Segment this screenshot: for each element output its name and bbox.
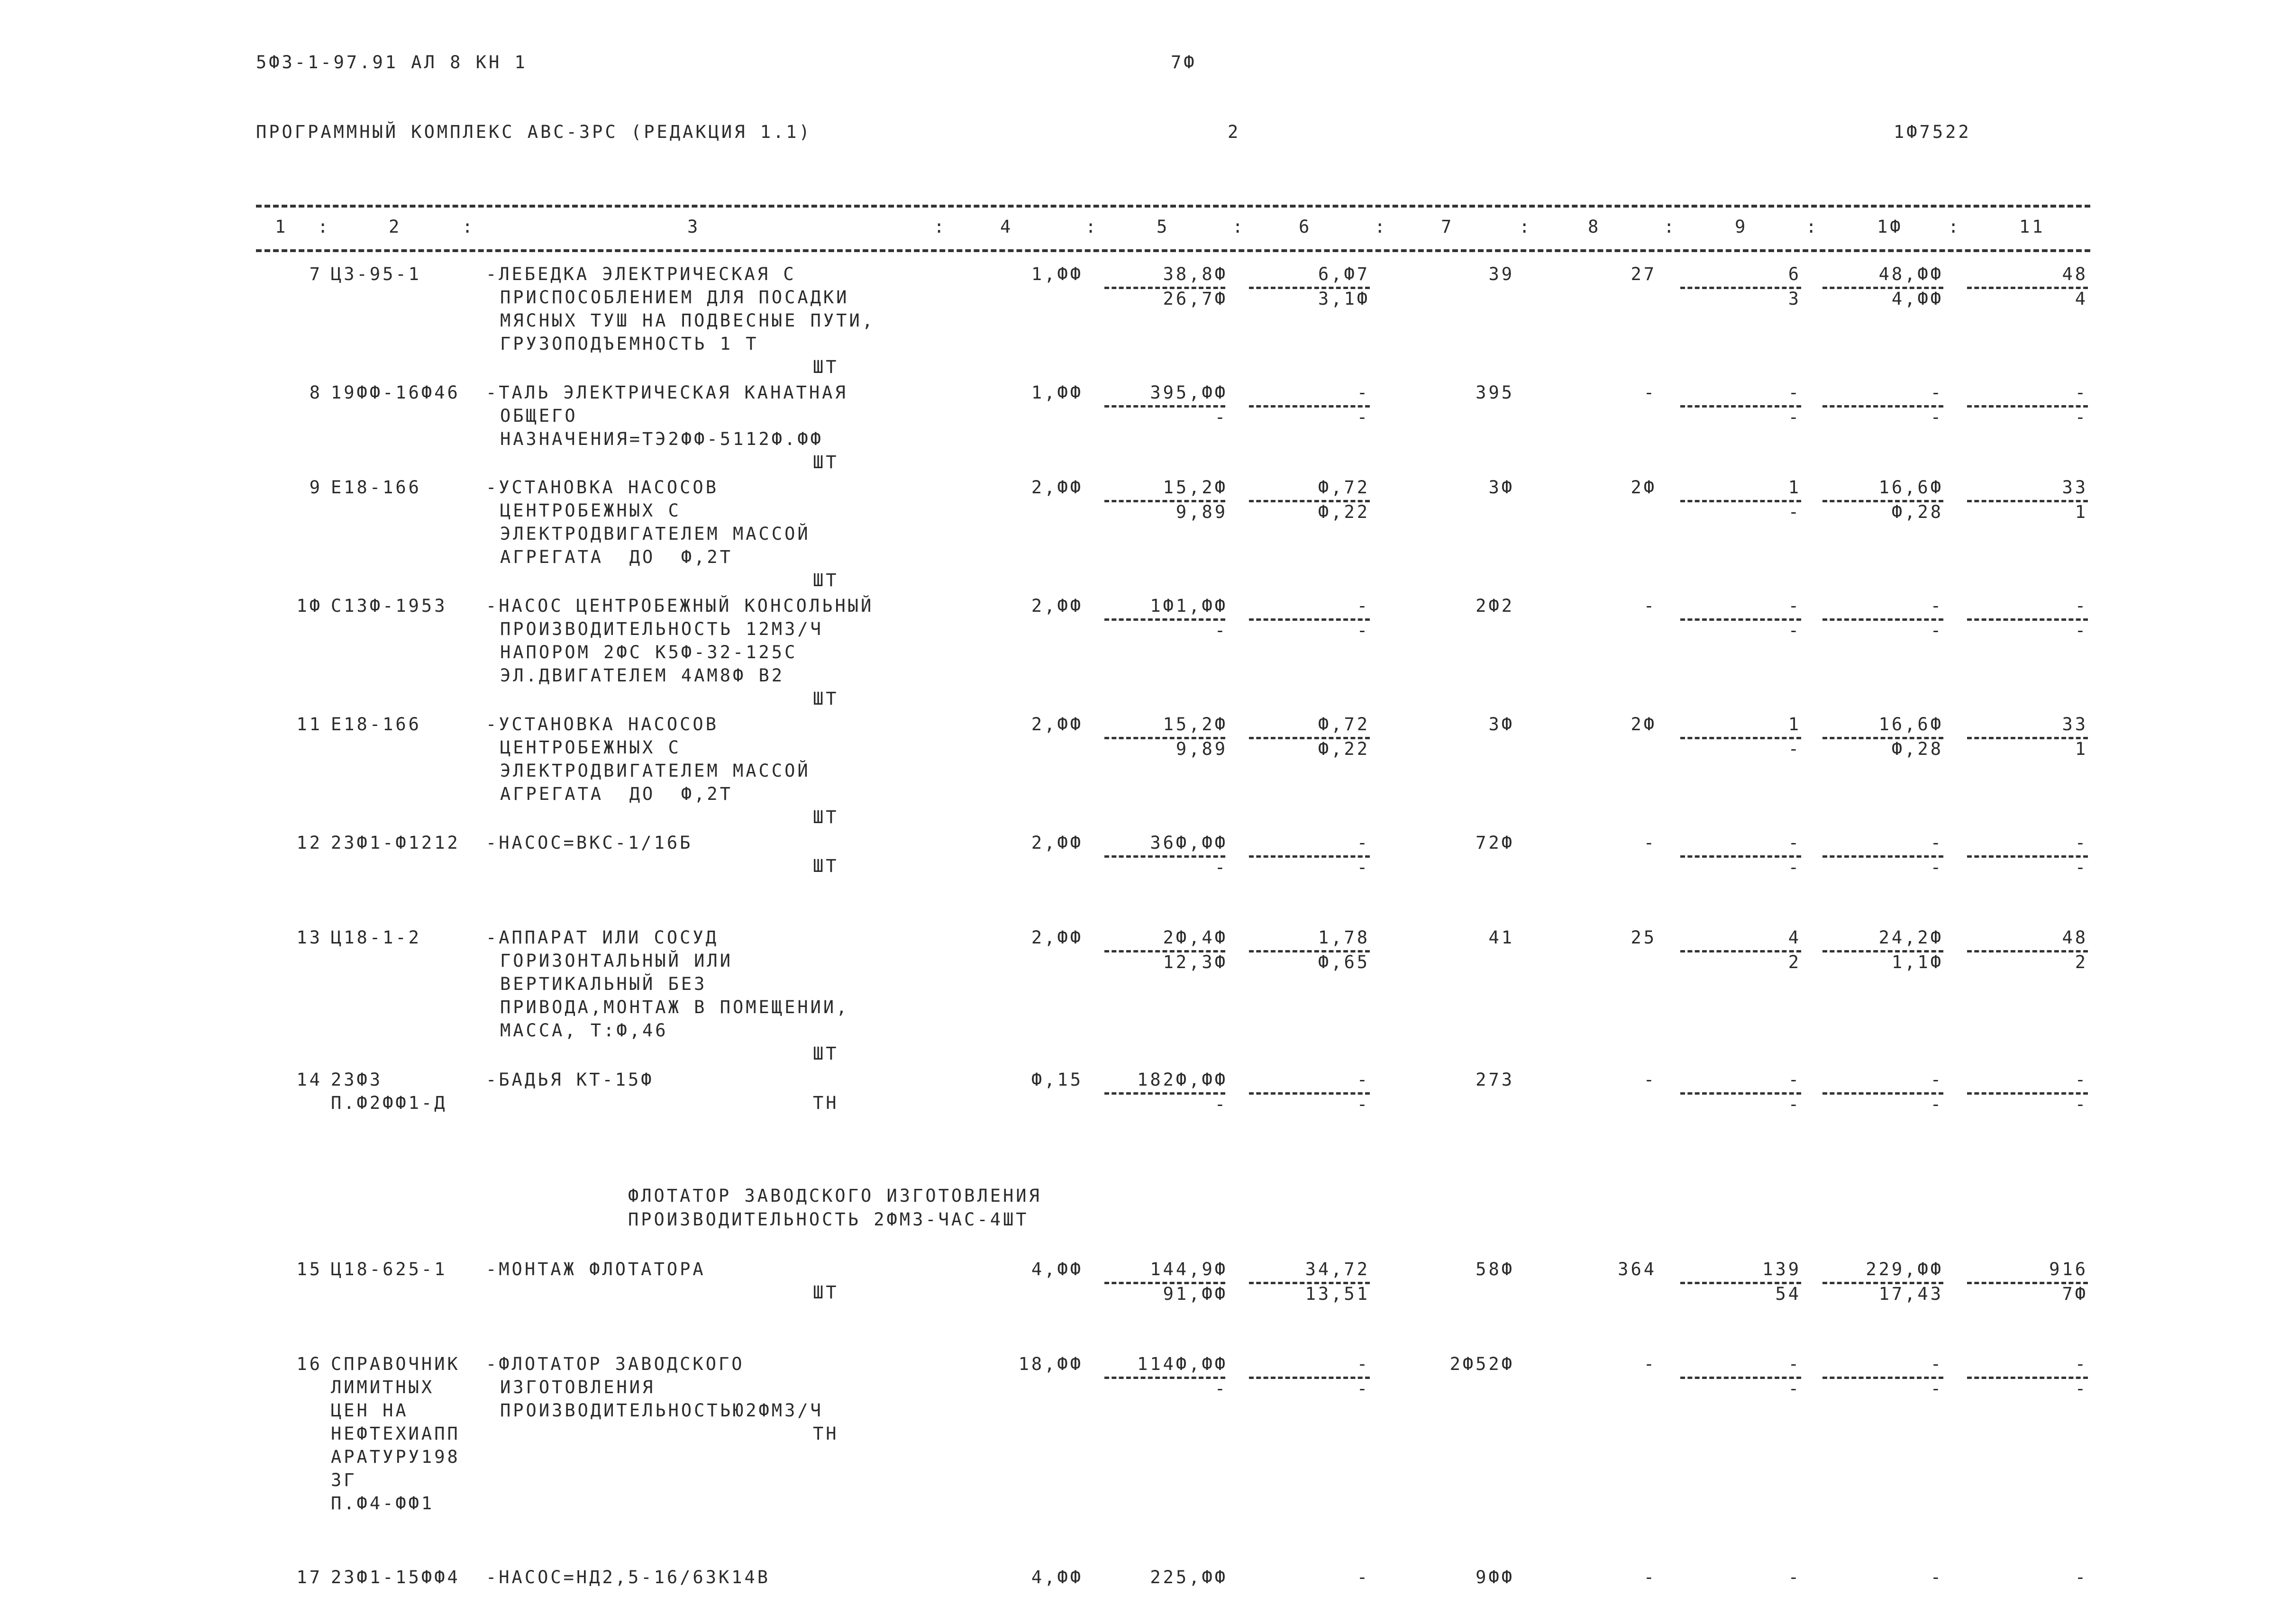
row-code: ЦЕН НА bbox=[331, 1400, 409, 1421]
cell-c10: 48,ФФ bbox=[1878, 264, 1943, 284]
page-number: 7Ф bbox=[1171, 52, 1197, 73]
cell-c11: - bbox=[2075, 1354, 2088, 1374]
row-code: 23Ф1-15ФФ4 bbox=[331, 1567, 460, 1587]
row-number: 15 bbox=[296, 1259, 322, 1279]
cell-c6: - bbox=[1357, 1567, 1370, 1587]
row-description: ЭЛЕКТРОДВИГАТЕЛЕМ МАССОЙ bbox=[500, 761, 811, 781]
column-number: 8 bbox=[1588, 217, 1601, 237]
cell-c11b: 4 bbox=[2075, 289, 2088, 309]
row-description: ГРУЗОПОДЪЕМНОСТЬ 1 Т bbox=[500, 334, 759, 354]
cell-c5: 395,ФФ bbox=[1150, 382, 1228, 403]
cell-c11: - bbox=[2075, 1070, 2088, 1090]
cell-c7: 2Ф2 bbox=[1476, 596, 1514, 616]
cell-c5: 225,ФФ bbox=[1150, 1567, 1228, 1587]
cell-c7: 395 bbox=[1476, 382, 1514, 403]
row-number: 17 bbox=[296, 1567, 322, 1587]
cell-c11: 33 bbox=[2062, 714, 2088, 734]
column-number: 5 bbox=[1157, 217, 1170, 237]
row-description: -МОНТАЖ ФЛОТАТОРА bbox=[486, 1259, 706, 1279]
row-code: НЕФТЕХИАПП bbox=[331, 1424, 460, 1444]
row-description: ВЕРТИКАЛЬНЫЙ БЕЗ bbox=[500, 974, 707, 994]
section-title-line2: ПРОИЗВОДИТЕЛЬНОСТЬ 2ФМ3-ЧАС-4ШТ bbox=[628, 1209, 1029, 1230]
row-description: ПРИСПОСОБЛЕНИЕМ ДЛЯ ПОСАДКИ bbox=[500, 287, 849, 308]
header-rule-top bbox=[256, 205, 2090, 208]
row-code: 3Г bbox=[331, 1470, 357, 1490]
row-description: АГРЕГАТА ДО Ф,2Т bbox=[500, 547, 733, 567]
row-description: ПРОИЗВОДИТЕЛЬНОСТЬ 12М3/Ч bbox=[500, 619, 823, 639]
sheet-number: 2 bbox=[1228, 122, 1241, 142]
cell-c11b: - bbox=[2075, 857, 2088, 878]
doc-code: 5Ф3-1-97.91 АЛ 8 КН 1 bbox=[256, 52, 528, 73]
cell-c9b: 54 bbox=[1775, 1284, 1801, 1304]
row-unit: ШТ bbox=[813, 1282, 839, 1303]
cell-c6b: - bbox=[1357, 857, 1370, 878]
row-description: ПРОИЗВОДИТЕЛЬНОСТЬЮ2ФМ3/Ч bbox=[500, 1400, 823, 1421]
cell-c10: 24,2Ф bbox=[1878, 927, 1943, 948]
row-description: ОБЩЕГО bbox=[500, 406, 578, 426]
cell-c9: - bbox=[1788, 382, 1801, 403]
cell-c5b: 12,3Ф bbox=[1163, 952, 1228, 972]
cell-c5: 1Ф1,ФФ bbox=[1150, 596, 1228, 616]
cell-c8: 364 bbox=[1618, 1259, 1657, 1279]
cell-c5: 2Ф,4Ф bbox=[1163, 927, 1228, 948]
cell-c5b: - bbox=[1214, 1378, 1228, 1399]
row-description: ЦЕНТРОБЕЖНЫХ С bbox=[500, 500, 681, 521]
row-unit: ШТ bbox=[813, 357, 839, 377]
cell-c10b: - bbox=[1930, 1378, 1943, 1399]
row-code: СПРАВОЧНИК bbox=[331, 1354, 460, 1374]
cell-c6: 6,Ф7 bbox=[1318, 264, 1370, 284]
row-description: ПРИВОДА,МОНТАЖ В ПОМЕЩЕНИИ, bbox=[500, 997, 849, 1017]
cell-c6b: - bbox=[1357, 407, 1370, 427]
cell-c10b: - bbox=[1930, 407, 1943, 427]
cell-c8: 2Ф bbox=[1631, 714, 1657, 734]
doc-number: 1Ф7522 bbox=[1894, 122, 1971, 142]
cell-c6: - bbox=[1357, 1070, 1370, 1090]
column-separator: : bbox=[1806, 217, 1819, 237]
row-code: Ц3-95-1 bbox=[331, 264, 421, 284]
cell-c9b: - bbox=[1788, 502, 1801, 522]
cell-c11b: 1 bbox=[2075, 502, 2088, 522]
cell-c5b: 9,89 bbox=[1175, 502, 1228, 522]
cell-c10b: 1,1Ф bbox=[1891, 952, 1943, 972]
cell-c5: 15,2Ф bbox=[1163, 477, 1228, 498]
column-separator: : bbox=[934, 217, 947, 237]
row-description: -НАСОС=ВКС-1/16Б bbox=[486, 833, 693, 853]
column-number: 4 bbox=[1000, 217, 1013, 237]
row-number: 16 bbox=[296, 1354, 322, 1374]
cell-c4: 1,ФФ bbox=[1031, 382, 1083, 403]
column-number: 1Ф bbox=[1877, 217, 1903, 237]
cell-c9b: - bbox=[1788, 857, 1801, 878]
row-code: П.Ф2ФФ1-Д bbox=[331, 1093, 447, 1113]
cell-c5: 182Ф,ФФ bbox=[1137, 1070, 1228, 1090]
column-separator: : bbox=[462, 217, 475, 237]
cell-c7: 72Ф bbox=[1476, 833, 1514, 853]
column-number: 9 bbox=[1735, 217, 1748, 237]
row-number: 12 bbox=[296, 833, 322, 853]
cell-c11: 48 bbox=[2062, 927, 2088, 948]
cell-c5b: - bbox=[1214, 620, 1228, 641]
cell-c11: - bbox=[2075, 382, 2088, 403]
cell-c9b: - bbox=[1788, 620, 1801, 641]
cell-c9: 1 bbox=[1788, 477, 1801, 498]
cell-c5: 114Ф,ФФ bbox=[1137, 1354, 1228, 1374]
cell-c9b: - bbox=[1788, 407, 1801, 427]
cell-c11: 48 bbox=[2062, 264, 2088, 284]
cell-c5b: 26,7Ф bbox=[1163, 289, 1228, 309]
row-description: НАПОРОМ 2ФС К5Ф-32-125С bbox=[500, 642, 798, 662]
cell-c9b: 2 bbox=[1788, 952, 1801, 972]
column-number: 6 bbox=[1299, 217, 1312, 237]
cell-c4: 2,ФФ bbox=[1031, 833, 1083, 853]
row-unit: ШТ bbox=[813, 807, 839, 827]
cell-c9b: - bbox=[1788, 739, 1801, 759]
cell-c9: - bbox=[1788, 1567, 1801, 1587]
row-code: П.Ф4-ФФ1 bbox=[331, 1493, 435, 1514]
cell-c8: 25 bbox=[1631, 927, 1657, 948]
row-number: 14 bbox=[296, 1070, 322, 1090]
cell-c5b: 91,ФФ bbox=[1163, 1284, 1228, 1304]
cell-c11: 33 bbox=[2062, 477, 2088, 498]
column-number: 1 bbox=[275, 217, 288, 237]
row-number: 9 bbox=[309, 477, 322, 498]
row-description: АГРЕГАТА ДО Ф,2Т bbox=[500, 784, 733, 804]
cell-c7: 273 bbox=[1476, 1070, 1514, 1090]
cell-c9: 1 bbox=[1788, 714, 1801, 734]
cell-c4: 2,ФФ bbox=[1031, 596, 1083, 616]
row-unit: ШТ bbox=[813, 1043, 839, 1064]
cell-c9: - bbox=[1788, 1354, 1801, 1374]
cell-c6: 34,72 bbox=[1305, 1259, 1370, 1279]
cell-c10b: Ф,28 bbox=[1891, 739, 1943, 759]
row-number: 7 bbox=[309, 264, 322, 284]
cell-c11: 916 bbox=[2049, 1259, 2088, 1279]
column-separator: : bbox=[1375, 217, 1388, 237]
column-separator: : bbox=[318, 217, 331, 237]
cell-c4: 1,ФФ bbox=[1031, 264, 1083, 284]
cell-c10b: 4,ФФ bbox=[1891, 289, 1943, 309]
cell-c4: 18,ФФ bbox=[1018, 1354, 1083, 1374]
row-code: Е18-166 bbox=[331, 714, 421, 734]
row-code: 23Ф3 bbox=[331, 1070, 383, 1090]
cell-c4: 2,ФФ bbox=[1031, 927, 1083, 948]
cell-c4: 4,ФФ bbox=[1031, 1567, 1083, 1587]
cell-c4: Ф,15 bbox=[1031, 1070, 1083, 1090]
cell-c6: Ф,72 bbox=[1318, 714, 1370, 734]
cell-c8: - bbox=[1643, 1567, 1657, 1587]
cell-c6b: Ф,65 bbox=[1318, 952, 1370, 972]
cell-c7: 2Ф52Ф bbox=[1449, 1354, 1514, 1374]
row-description: -БАДЬЯ КТ-15Ф bbox=[486, 1070, 654, 1090]
row-number: 11 bbox=[296, 714, 322, 734]
cell-c6b: - bbox=[1357, 1378, 1370, 1399]
row-description: МАССА, Т:Ф,46 bbox=[500, 1020, 668, 1041]
row-description: ГОРИЗОНТАЛЬНЫЙ ИЛИ bbox=[500, 951, 733, 971]
header-rule-bottom bbox=[256, 249, 2090, 252]
row-description: МЯСНЫХ ТУШ НА ПОДВЕСНЫЕ ПУТИ, bbox=[500, 310, 875, 331]
row-code: С13Ф-1953 bbox=[331, 596, 447, 616]
cell-c9b: 3 bbox=[1788, 289, 1801, 309]
cell-c11: - bbox=[2075, 833, 2088, 853]
cell-c8: - bbox=[1643, 1070, 1657, 1090]
row-description: -УСТАНОВКА НАСОСОВ bbox=[486, 714, 719, 734]
row-unit: ШТ bbox=[813, 689, 839, 709]
row-unit: ТН bbox=[813, 1093, 839, 1113]
cell-c9: 139 bbox=[1762, 1259, 1801, 1279]
row-code: ЛИМИТНЫХ bbox=[331, 1377, 435, 1397]
cell-c10: 229,ФФ bbox=[1866, 1259, 1943, 1279]
row-code: Е18-166 bbox=[331, 477, 421, 498]
cell-c9: - bbox=[1788, 596, 1801, 616]
cell-c9b: - bbox=[1788, 1094, 1801, 1115]
program-title: ПРОГРАММНЫЙ КОМПЛЕКС АВС-ЗРС (РЕДАКЦИЯ 1.1) bbox=[256, 122, 812, 142]
section-title-line1: ФЛОТАТОР ЗАВОДСКОГО ИЗГОТОВЛЕНИЯ bbox=[628, 1186, 1042, 1206]
cell-c4: 4,ФФ bbox=[1031, 1259, 1083, 1279]
cell-c8: - bbox=[1643, 1354, 1657, 1374]
cell-c11b: - bbox=[2075, 407, 2088, 427]
column-separator: : bbox=[1664, 217, 1677, 237]
row-description: ЭЛ.ДВИГАТЕЛЕМ 4АМ8Ф В2 bbox=[500, 665, 785, 686]
cell-c8: - bbox=[1643, 382, 1657, 403]
cell-c5b: - bbox=[1214, 857, 1228, 878]
cell-c6b: Ф,22 bbox=[1318, 739, 1370, 759]
cell-c10b: - bbox=[1930, 620, 1943, 641]
cell-c5: 144,9Ф bbox=[1150, 1259, 1228, 1279]
row-description: ИЗГОТОВЛЕНИЯ bbox=[500, 1377, 656, 1397]
cell-c6: Ф,72 bbox=[1318, 477, 1370, 498]
row-description: -УСТАНОВКА НАСОСОВ bbox=[486, 477, 719, 498]
row-description: -ТАЛЬ ЭЛЕКТРИЧЕСКАЯ КАНАТНАЯ bbox=[486, 382, 848, 403]
cell-c5b: - bbox=[1214, 1094, 1228, 1115]
row-unit: ШТ bbox=[813, 856, 839, 876]
cell-c10b: Ф,28 bbox=[1891, 502, 1943, 522]
cell-c9: 4 bbox=[1788, 927, 1801, 948]
row-code: АРАТУРУ198 bbox=[331, 1447, 460, 1467]
column-number: 7 bbox=[1441, 217, 1454, 237]
row-unit: ШТ bbox=[813, 570, 839, 590]
cell-c9: 6 bbox=[1788, 264, 1801, 284]
cell-c10b: - bbox=[1930, 1094, 1943, 1115]
row-number: 8 bbox=[309, 382, 322, 403]
cell-c9b: - bbox=[1788, 1378, 1801, 1399]
column-number: 3 bbox=[687, 217, 701, 237]
cell-c6: 1,78 bbox=[1318, 927, 1370, 948]
cell-c5b: - bbox=[1214, 407, 1228, 427]
cell-c10: 16,6Ф bbox=[1878, 714, 1943, 734]
row-description: -ФЛОТАТОР ЗАВОДСКОГО bbox=[486, 1354, 745, 1374]
row-code: Ц18-625-1 bbox=[331, 1259, 447, 1279]
cell-c5: 15,2Ф bbox=[1163, 714, 1228, 734]
cell-c8: 27 bbox=[1631, 264, 1657, 284]
cell-c6: - bbox=[1357, 382, 1370, 403]
cell-c7: 39 bbox=[1488, 264, 1514, 284]
cell-c9: - bbox=[1788, 1070, 1801, 1090]
row-unit: ШТ bbox=[813, 452, 839, 472]
column-separator: : bbox=[1085, 217, 1099, 237]
cell-c7: 3Ф bbox=[1488, 714, 1514, 734]
cell-c6: - bbox=[1357, 1354, 1370, 1374]
cell-c10: - bbox=[1930, 1354, 1943, 1374]
column-number: 11 bbox=[2019, 217, 2045, 237]
cell-c11b: - bbox=[2075, 1094, 2088, 1115]
cell-c11: - bbox=[2075, 596, 2088, 616]
cell-c5: 36Ф,ФФ bbox=[1150, 833, 1228, 853]
cell-c7: 9ФФ bbox=[1476, 1567, 1514, 1587]
cell-c10: - bbox=[1930, 1567, 1943, 1587]
cell-c10: - bbox=[1930, 833, 1943, 853]
cell-c10: - bbox=[1930, 596, 1943, 616]
column-separator: : bbox=[1519, 217, 1532, 237]
cell-c10: - bbox=[1930, 1070, 1943, 1090]
cell-c5: 38,8Ф bbox=[1163, 264, 1228, 284]
cell-c11b: 7Ф bbox=[2062, 1284, 2088, 1304]
row-unit: ТН bbox=[813, 1424, 839, 1444]
row-description: ЭЛЕКТРОДВИГАТЕЛЕМ МАССОЙ bbox=[500, 524, 811, 544]
cell-c6b: - bbox=[1357, 620, 1370, 641]
column-number: 2 bbox=[389, 217, 402, 237]
row-description: -НАСОС=НД2,5-16/63К14В bbox=[486, 1567, 771, 1587]
cell-c11b: 2 bbox=[2075, 952, 2088, 972]
row-number: 1Ф bbox=[296, 596, 322, 616]
column-separator: : bbox=[1948, 217, 1961, 237]
row-code: 19ФФ-16Ф46 bbox=[331, 382, 460, 403]
row-code: 23Ф1-Ф1212 bbox=[331, 833, 460, 853]
cell-c6: - bbox=[1357, 833, 1370, 853]
cell-c6b: 3,1Ф bbox=[1318, 289, 1370, 309]
cell-c7: 41 bbox=[1488, 927, 1514, 948]
cell-c11b: 1 bbox=[2075, 739, 2088, 759]
cell-c10b: 17,43 bbox=[1878, 1284, 1943, 1304]
cell-c6b: Ф,22 bbox=[1318, 502, 1370, 522]
row-number: 13 bbox=[296, 927, 322, 948]
cell-c4: 2,ФФ bbox=[1031, 477, 1083, 498]
cell-c9: - bbox=[1788, 833, 1801, 853]
cell-c5b: 9,89 bbox=[1175, 739, 1228, 759]
cell-c6b: - bbox=[1357, 1094, 1370, 1115]
cell-c7: 58Ф bbox=[1476, 1259, 1514, 1279]
cell-c7: 3Ф bbox=[1488, 477, 1514, 498]
cell-c8: 2Ф bbox=[1631, 477, 1657, 498]
row-code: Ц18-1-2 bbox=[331, 927, 421, 948]
cell-c11b: - bbox=[2075, 1378, 2088, 1399]
row-description: -АППАРАТ ИЛИ СОСУД bbox=[486, 927, 719, 948]
cell-c4: 2,ФФ bbox=[1031, 714, 1083, 734]
cell-c8: - bbox=[1643, 833, 1657, 853]
column-separator: : bbox=[1232, 217, 1246, 237]
cell-c11: - bbox=[2075, 1567, 2088, 1587]
row-description: НАЗНАЧЕНИЯ=ТЭ2ФФ-5112Ф.ФФ bbox=[500, 429, 823, 449]
row-description: ЦЕНТРОБЕЖНЫХ С bbox=[500, 737, 681, 758]
cell-c10: 16,6Ф bbox=[1878, 477, 1943, 498]
cell-c10b: - bbox=[1930, 857, 1943, 878]
cell-c10: - bbox=[1930, 382, 1943, 403]
cell-c6b: 13,51 bbox=[1305, 1284, 1370, 1304]
cell-c8: - bbox=[1643, 596, 1657, 616]
row-description: -ЛЕБЕДКА ЭЛЕКТРИЧЕСКАЯ С bbox=[486, 264, 796, 284]
row-description: -НАСОС ЦЕНТРОБЕЖНЫЙ КОНСОЛЬНЫЙ bbox=[486, 596, 874, 616]
cell-c6: - bbox=[1357, 596, 1370, 616]
cell-c11b: - bbox=[2075, 620, 2088, 641]
